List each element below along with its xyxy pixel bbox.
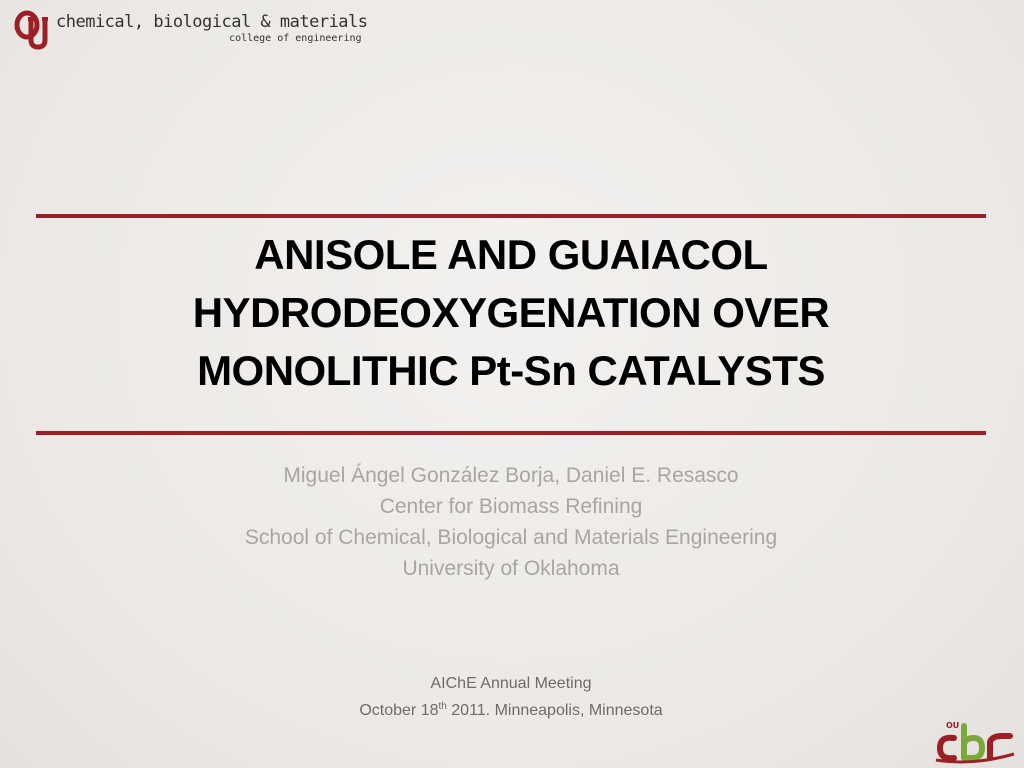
title-rule-bottom bbox=[36, 431, 986, 435]
meeting-name: AIChE Annual Meeting bbox=[430, 675, 592, 692]
author-names: Miguel Ángel González Borja, Daniel E. Resasco bbox=[283, 464, 739, 487]
header-department: chemical, biological & materials bbox=[56, 12, 368, 32]
meeting-date-rest: 2011. Minneapolis, Minnesota bbox=[446, 702, 663, 719]
authors-block bbox=[36, 460, 986, 584]
cbr-logo-icon bbox=[932, 716, 1018, 764]
author-school: School of Chemical, Biological and Materials Engineering bbox=[244, 526, 778, 549]
title-rule-top bbox=[36, 214, 986, 218]
title-line-2: HYDRODEOXYGENATION OVER bbox=[192, 289, 830, 336]
author-university: University of Oklahoma bbox=[402, 557, 620, 580]
title-line-1: ANISOLE AND GUAIACOL bbox=[254, 231, 768, 278]
meeting-date-ordinal: th bbox=[438, 701, 447, 712]
slide-title bbox=[36, 226, 986, 400]
header-logo bbox=[14, 10, 368, 52]
cbr-ou-mark: OU bbox=[946, 721, 960, 730]
meeting-block bbox=[36, 670, 986, 724]
meeting-date bbox=[36, 697, 986, 724]
title-line-3: MONOLITHIC Pt-Sn CATALYSTS bbox=[197, 347, 825, 394]
header-text bbox=[56, 12, 368, 46]
header-college: college of engineering bbox=[229, 33, 362, 44]
author-center: Center for Biomass Refining bbox=[379, 495, 643, 518]
meeting-date-prefix: October 18 bbox=[359, 702, 439, 719]
ou-logo-icon bbox=[14, 10, 50, 50]
